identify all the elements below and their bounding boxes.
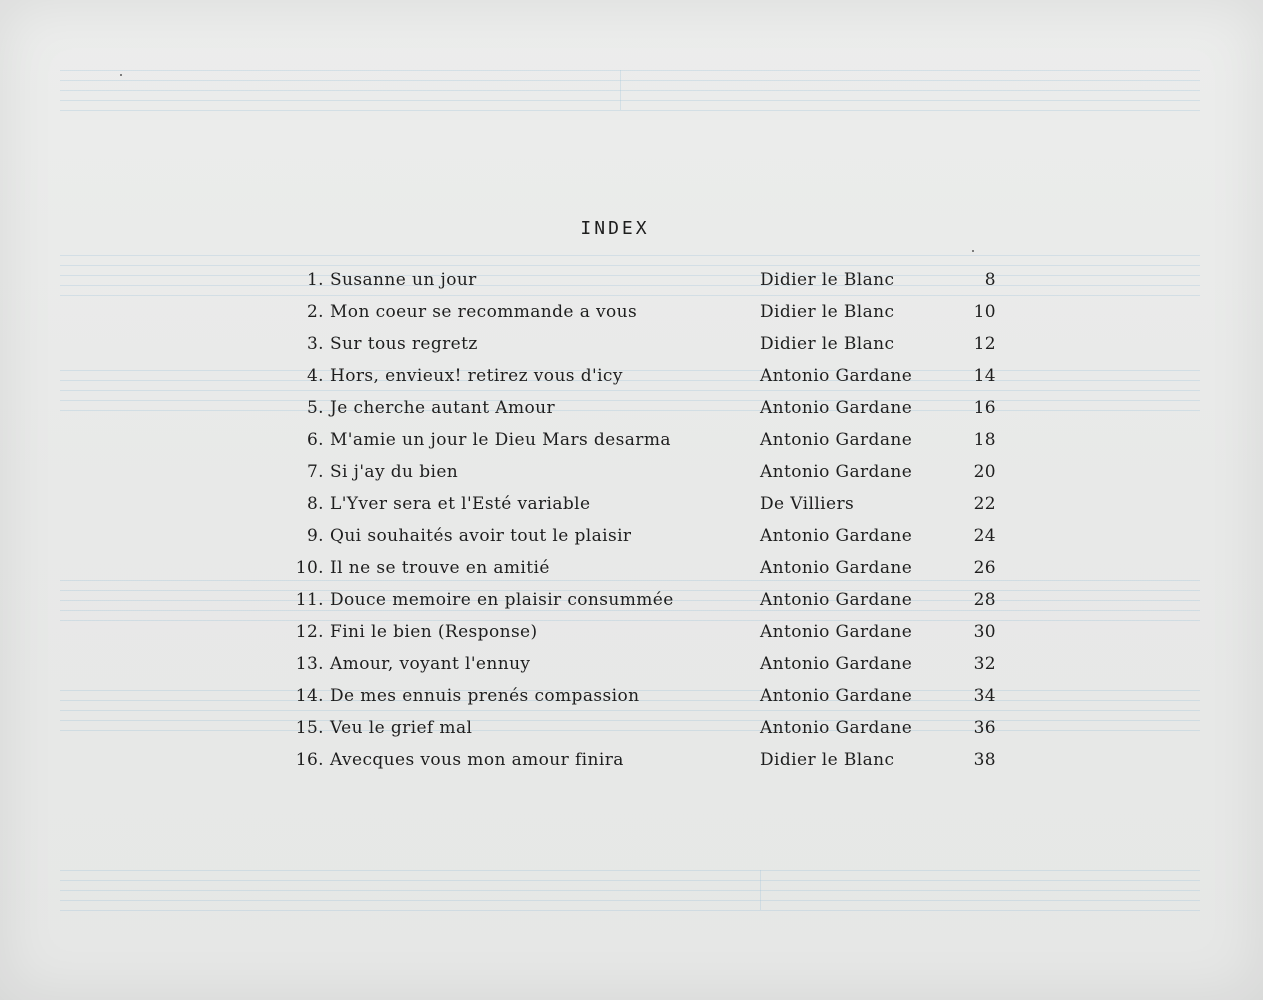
index-entry [286,750,1026,782]
composer-name: Didier le Blanc [760,302,895,322]
index-entry [286,430,1026,462]
index-entry [286,654,1026,686]
song-title: Amour, voyant l'ennuy [330,654,531,674]
entry-number: 13. [295,654,324,674]
page-number: 22 [973,494,996,514]
entry-number: 7. [306,462,324,482]
page-number: 34 [973,686,996,706]
composer-name: Antonio Gardane [760,430,913,450]
index-entry [286,270,1026,302]
composer-name: Didier le Blanc [760,334,895,354]
entry-number: 5. [306,398,324,418]
composer-name: Antonio Gardane [760,366,913,386]
index-entry [286,590,1026,622]
index-entry [286,334,1026,366]
composer-name: Antonio Gardane [760,654,913,674]
composer-name: Antonio Gardane [760,590,913,610]
song-title: Je cherche autant Amour [330,398,556,418]
entry-number: 3. [306,334,324,354]
entry-number: 9. [306,526,324,546]
song-title: Sur tous regretz [330,334,478,354]
index-entry [286,462,1026,494]
song-title: Douce memoire en plaisir consummée [330,590,674,610]
entry-number: 10. [295,558,324,578]
song-title: De mes ennuis prenés compassion [330,686,640,706]
page-number: 30 [973,622,996,642]
composer-name: Antonio Gardane [760,686,913,706]
song-title: Hors, envieux! retirez vous d'icy [330,366,623,386]
song-title: L'Yver sera et l'Esté variable [330,494,591,514]
composer-name: Antonio Gardane [760,526,913,546]
entry-number: 6. [306,430,324,450]
page-number: 8 [984,270,996,290]
composer-name: Antonio Gardane [760,622,913,642]
page-number: 18 [973,430,996,450]
song-title: Susanne un jour [330,270,477,290]
composer-name: Antonio Gardane [760,462,913,482]
page-number: 20 [973,462,996,482]
song-title: Si j'ay du bien [330,462,459,482]
page-number: 14 [973,366,996,386]
index-entry [286,302,1026,334]
dust-speck [120,74,122,76]
entry-number: 16. [295,750,324,770]
composer-name: De Villiers [760,494,855,514]
song-title: Mon coeur se recommande a vous [330,302,638,322]
index-entry [286,398,1026,430]
entry-number: 8. [306,494,324,514]
composer-name: Antonio Gardane [760,718,913,738]
index-entry [286,622,1026,654]
page-number: 28 [973,590,996,610]
page-number: 10 [973,302,996,322]
index-entry [286,686,1026,718]
entry-number: 11. [295,590,324,610]
entry-number: 15. [295,718,324,738]
index-entry [286,526,1026,558]
page-number: 16 [973,398,996,418]
entry-number: 4. [306,366,324,386]
song-title: M'amie un jour le Dieu Mars desarma [330,430,671,450]
song-title: Qui souhaités avoir tout le plaisir [330,526,632,546]
composer-name: Antonio Gardane [760,398,913,418]
song-title: Veu le grief mal [330,718,473,738]
entry-number: 1. [306,270,324,290]
entry-number: 2. [306,302,324,322]
index-entry [286,366,1026,398]
entry-number: 12. [295,622,324,642]
page-number: 24 [973,526,996,546]
page-number: 36 [973,718,996,738]
song-title: Il ne se trouve en amitié [330,558,550,578]
page-number: 38 [973,750,996,770]
page-title: INDEX [580,218,650,239]
song-title: Avecques vous mon amour finira [330,750,624,770]
entry-number: 14. [295,686,324,706]
page-number: 26 [973,558,996,578]
composer-name: Antonio Gardane [760,558,913,578]
index-entry [286,494,1026,526]
index-entry [286,718,1026,750]
composer-name: Didier le Blanc [760,270,895,290]
dust-speck [972,250,974,252]
song-title: Fini le bien (Response) [330,622,538,642]
page-number: 32 [973,654,996,674]
index-list [286,270,1026,782]
composer-name: Didier le Blanc [760,750,895,770]
page-number: 12 [973,334,996,354]
index-entry [286,558,1026,590]
